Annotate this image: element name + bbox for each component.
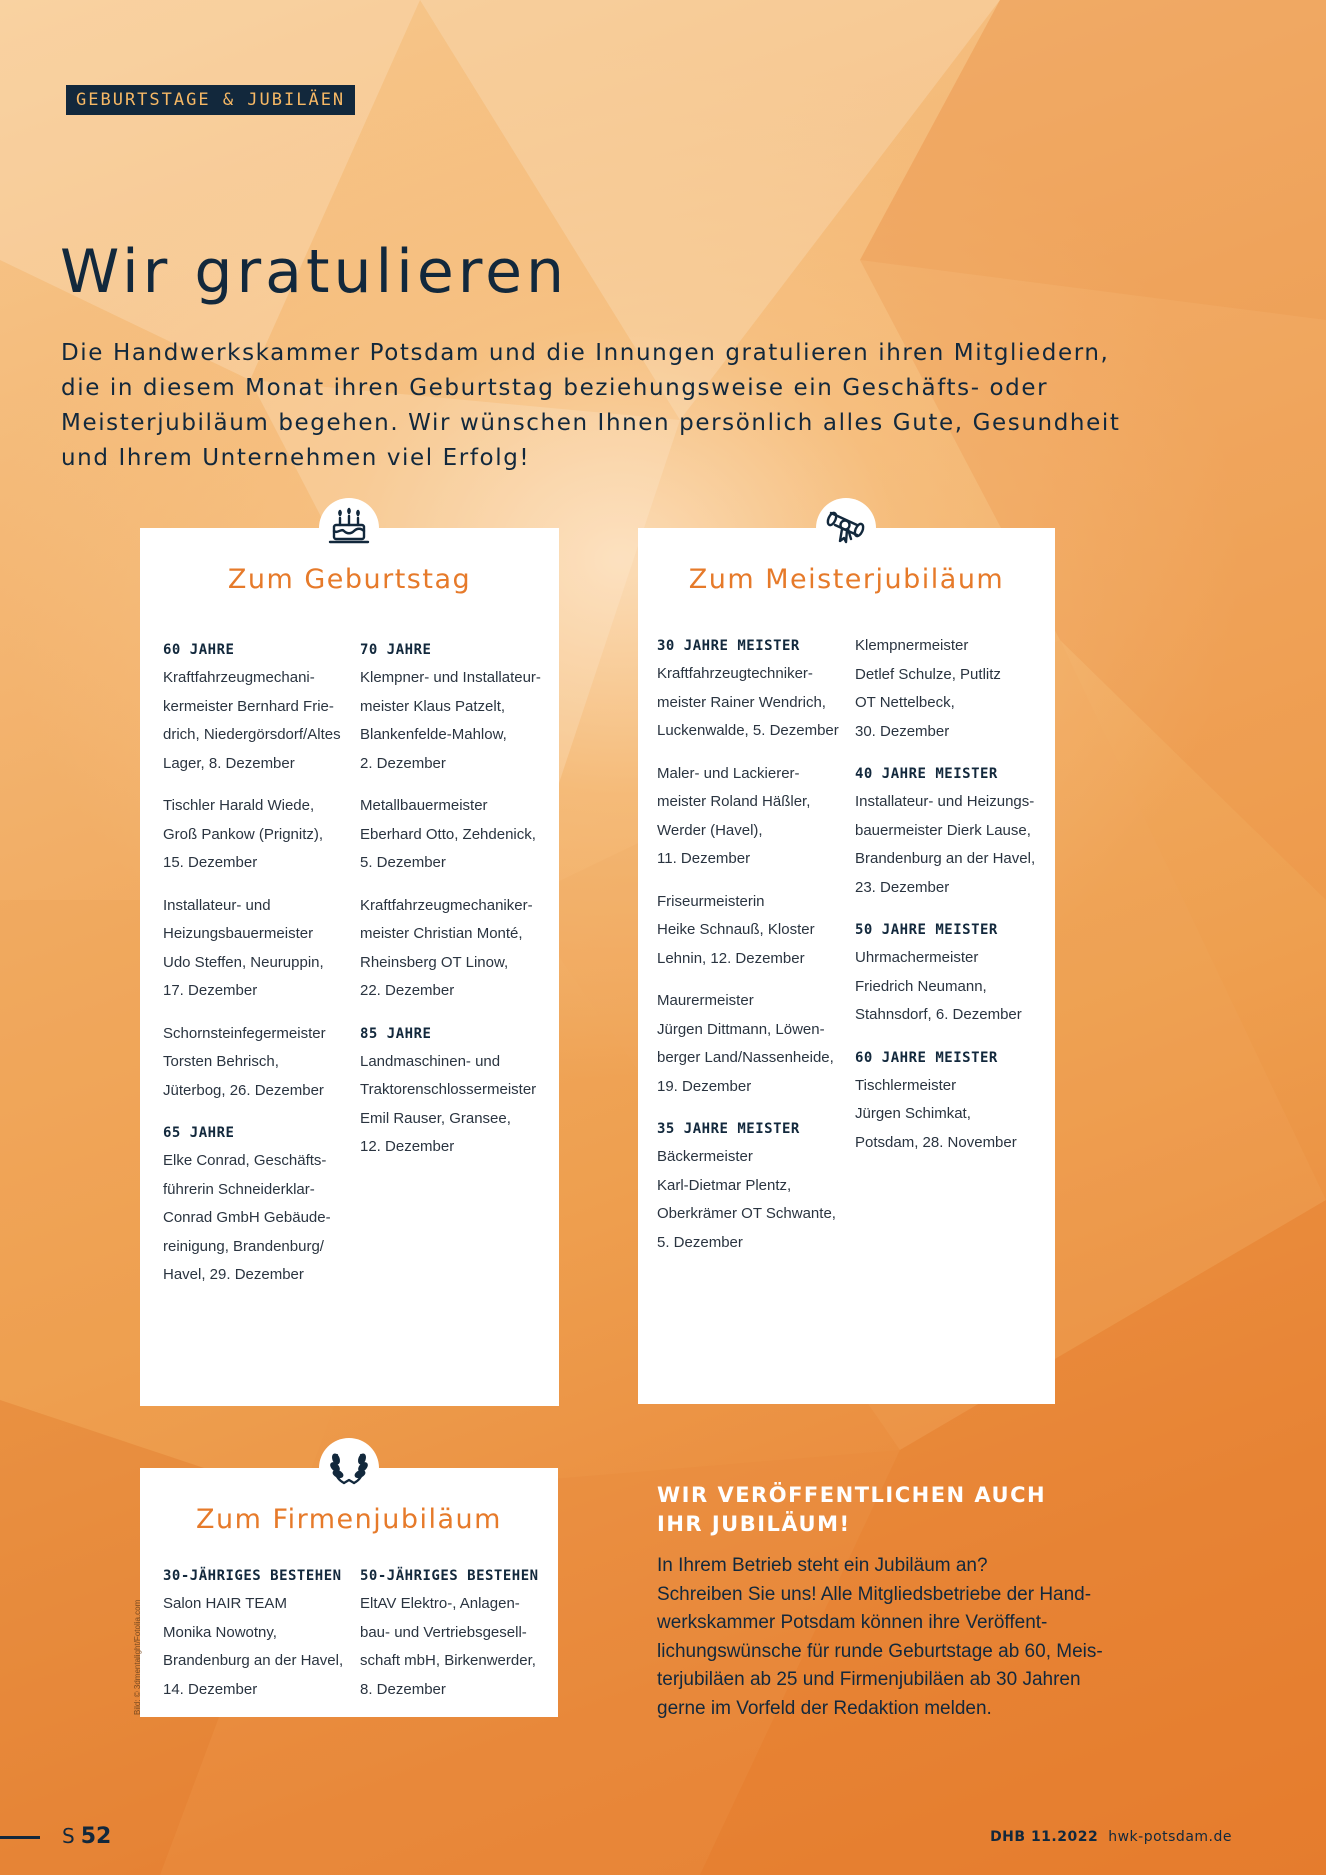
list-item — [163, 1020, 349, 1106]
footer-rule — [0, 1836, 40, 1839]
entry-text: Metallbauermeister Eberhard Otto, Zehdenick, 5. Dezember — [360, 797, 536, 871]
entry-heading: 50 JAHRE MEISTER — [855, 922, 998, 938]
entry-heading: 60 JAHRE MEISTER — [855, 1049, 998, 1066]
magazine-issue: DHB 11.2022 — [990, 1829, 1099, 1845]
list-item — [855, 632, 1041, 746]
entry-heading: 30 JAHRE MEISTER — [657, 638, 800, 654]
page-prefix: S — [62, 1824, 75, 1848]
entry-text: Maurermeister Jürgen Dittmann, Löwen- berger Land/Nassenheide, 19. Dezember — [657, 992, 834, 1095]
list-item — [855, 916, 1041, 1030]
cta-heading: WIR VERÖFFENTLICHEN AUCH IHR JUBILÄUM! — [657, 1483, 1047, 1536]
master-anniversary-badge — [816, 498, 876, 558]
entry-text: Tischlermeister Jürgen Schimkat, Potsdam, 28. November — [855, 1076, 1017, 1151]
birthday-cake-icon — [326, 503, 372, 553]
master-anniversary-card-title: Zum Meisterjubiläum — [688, 564, 1005, 595]
entry-heading: 70 JAHRE — [360, 642, 432, 658]
entry-heading: 50-JÄHRIGES BESTEHEN — [360, 1568, 539, 1584]
company-anniversary-badge — [319, 1438, 379, 1498]
list-item — [360, 892, 546, 1006]
list-item — [163, 636, 349, 778]
list-item — [163, 792, 349, 878]
entry-text: Salon HAIR TEAM Monika Nowotny, Brandenburg an der Havel, 14. Dezember — [163, 1595, 344, 1698]
cta-body: In Ihrem Betrieb steht ein Jubiläum an? Schreiben Sie uns! Alle Mitgliedsbetriebe der Hand- werkskammer Potsdam können ihre Veröffent- lichungswünsche für runde Geburtstage ab 60, Meis- terjubiläen ab 25 und Firmenjubiläen ab 30 Jahren gerne im Vorfeld der Redaktion melden. — [657, 1555, 1103, 1719]
list-item — [163, 1562, 353, 1704]
issue-info — [990, 1829, 1232, 1845]
company-anniversary-card — [140, 1468, 558, 1717]
intro-text: Die Handwerkskammer Potsdam und die Innungen gratulieren ihren Mitgliedern, die in diesem Monat ihren Geburtstag beziehungsweise ein Geschäfts- oder Meisterjubiläum begehen. Wir wünschen Ihnen persönlich alles Gute, Gesundheit und Ihrem Unternehmen viel Erfolg! — [61, 340, 1121, 471]
entry-heading: 35 JAHRE MEISTER — [657, 1121, 800, 1137]
page-title: Wir gratulieren — [60, 237, 569, 307]
list-item — [657, 888, 843, 974]
company-column-2 — [360, 1562, 550, 1718]
entry-text: Elke Conrad, Geschäfts- führerin Schneiderklar- Conrad GmbH Gebäude- reinigung, Brandenburg/ Havel, 29. Dezember — [163, 1152, 331, 1283]
entry-text: Klempner- und Installateur- meister Klaus Patzelt, Blankenfelde-Mahlow, 2. Dezember — [360, 669, 541, 772]
list-item — [360, 1020, 546, 1162]
entry-text: Klempnermeister Detlef Schulze, Putlitz OT Nettelbeck, 30. Dezember — [855, 637, 1001, 740]
birthday-column-1 — [163, 636, 349, 1304]
entry-heading: 30-JÄHRIGES BESTEHEN — [163, 1568, 342, 1584]
entry-text: Tischler Harald Wiede, Groß Pankow (Prignitz), 15. Dezember — [163, 797, 324, 871]
birthday-card — [140, 528, 559, 1406]
entry-text: Installateur- und Heizungsbauermeister Udo Steffen, Neuruppin, 17. Dezember — [163, 896, 324, 999]
entry-text: Installateur- und Heizungs- bauermeister Dierk Lause, Brandenburg an der Havel, 23. Dezember — [855, 793, 1036, 896]
diploma-scroll-icon — [823, 503, 869, 553]
image-credit: Bild: © 3dmentalight/Fotolia.com — [133, 1599, 142, 1715]
entry-text: Maler- und Lackierer- meister Roland Häßler, Werder (Havel), 11. Dezember — [657, 764, 811, 867]
entry-text: Kraftfahrzeugtechniker- meister Rainer Wendrich, Luckenwalde, 5. Dezember — [657, 665, 839, 739]
list-item — [163, 892, 349, 1006]
list-item — [657, 760, 843, 874]
list-item — [657, 987, 843, 1101]
entry-heading: 85 JAHRE — [360, 1025, 432, 1042]
laurel-wreath-icon — [326, 1443, 372, 1493]
entry-text: Landmaschinen- und Traktorenschlossermeister Emil Rauser, Gransee, 12. Dezember — [360, 1052, 537, 1155]
page-number — [62, 1824, 111, 1849]
list-item — [855, 760, 1041, 902]
section-tag: GEBURTSTAGE & JUBILÄEN — [66, 85, 355, 115]
list-item — [163, 1119, 349, 1290]
list-item — [855, 1044, 1041, 1158]
company-column-1 — [163, 1562, 353, 1718]
entry-text: Friseurmeisterin Heike Schnauß, Kloster Lehnin, 12. Dezember — [657, 892, 815, 967]
master-column-2 — [855, 632, 1041, 1171]
page-number-value: 52 — [80, 1824, 112, 1849]
master-anniversary-card — [638, 528, 1055, 1404]
birthday-column-2 — [360, 636, 546, 1176]
entry-text: Kraftfahrzeugmechani- kermeister Bernhard Frie- drich, Niedergörsdorf/Altes Lager, 8. Dezember — [163, 669, 341, 772]
list-item — [360, 636, 546, 778]
entry-heading: 40 JAHRE MEISTER — [855, 766, 998, 782]
entry-text: Schornsteinfegermeister Torsten Behrisch, Jüterbog, 26. Dezember — [163, 1024, 326, 1099]
list-item — [360, 1562, 550, 1704]
birthday-badge — [319, 498, 379, 558]
entry-text: Uhrmachermeister Friedrich Neumann, Stahnsdorf, 6. Dezember — [855, 949, 1022, 1023]
company-anniversary-card-title: Zum Firmenjubiläum — [196, 1504, 502, 1535]
entry-text: EltAV Elektro-, Anlagen- bau- und Vertriebsgesell- schaft mbH, Birkenwerder, 8. Dezember — [360, 1595, 536, 1698]
entry-heading: 60 JAHRE — [163, 642, 235, 658]
entry-text: Kraftfahrzeugmechaniker- meister Christian Monté, Rheinsberg OT Linow, 22. Dezember — [360, 896, 533, 999]
list-item — [360, 792, 546, 878]
list-item — [657, 1115, 843, 1257]
list-item — [657, 632, 843, 746]
birthday-card-title: Zum Geburtstag — [227, 564, 472, 595]
website-link[interactable]: hwk-potsdam.de — [1108, 1829, 1232, 1845]
entry-text: Bäckermeister Karl-Dietmar Plentz, Oberkrämer OT Schwante, 5. Dezember — [657, 1148, 836, 1251]
entry-heading: 65 JAHRE — [163, 1125, 235, 1141]
master-column-1 — [657, 632, 843, 1271]
